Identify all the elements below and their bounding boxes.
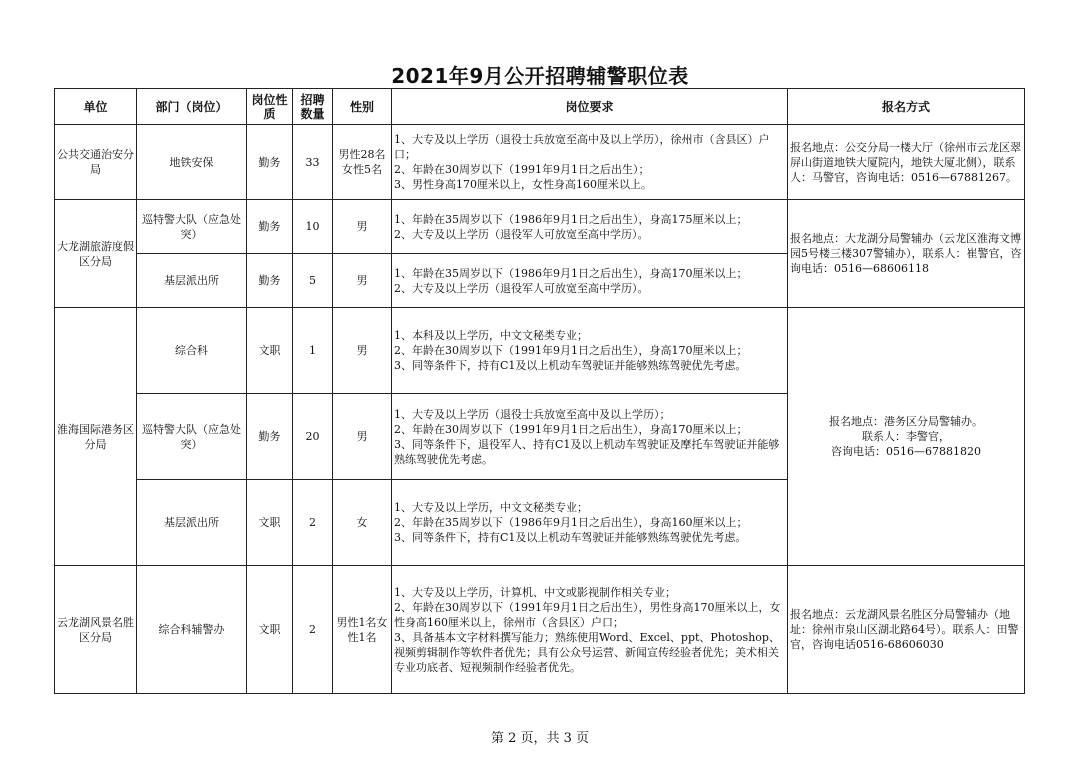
header-nature: 岗位性质 <box>247 89 293 125</box>
registration-line: 联系人：李警官， <box>862 430 950 443</box>
header-unit: 单位 <box>55 89 137 125</box>
requirements-cell <box>392 480 788 566</box>
registration-line: 报名地点：港务区分局警辅办。 <box>829 415 983 428</box>
unit-cell: 公共交通治安分局 <box>55 125 137 200</box>
count-cell: 5 <box>293 254 333 308</box>
requirement-line: 2、年龄在30周岁以下（1991年9月1日之后出生），身高170厘米以上； <box>394 344 748 357</box>
header-gender: 性别 <box>333 89 392 125</box>
registration-cell: 报名地点：公交分局一楼大厅（徐州市云龙区翠屏山街道地铁大厦院内，地铁大厦北侧），联系人：马警官，咨询电话：0516—67881267。 <box>788 125 1025 200</box>
unit-cell: 云龙湖风景名胜区分局 <box>55 566 137 694</box>
gender-cell: 男性28名女性5名 <box>333 125 392 200</box>
requirements-cell <box>392 254 788 308</box>
requirements-cell <box>392 566 788 694</box>
gender-cell: 女 <box>333 480 392 566</box>
count-cell: 33 <box>293 125 333 200</box>
requirement-line: 3、男性身高170厘米以上，女性身高160厘米以上。 <box>394 178 652 191</box>
requirement-line: 1、大专及以上学历（退役士兵放宽至高中及以上学历），徐州市（含县区）户口； <box>394 133 770 161</box>
dept-cell: 基层派出所 <box>137 480 247 566</box>
gender-cell: 男 <box>333 394 392 480</box>
page-title: 2021年9月公开招聘辅警职位表 <box>391 64 689 88</box>
table-row <box>55 566 1025 694</box>
dept-cell: 基层派出所 <box>137 254 247 308</box>
count-cell: 1 <box>293 308 333 394</box>
requirement-line: 2、大专及以上学历（退役军人可放宽至高中学历）。 <box>394 227 649 241</box>
requirement-line: 1、年龄在35周岁以下（1986年9月1日之后出生），身高175厘米以上； <box>394 212 748 226</box>
registration-cell: 报名地点：大龙湖分局警辅办（云龙区淮海文博园5号楼三楼307警辅办），联系人：崔警官，咨询电话：0516—68606118 <box>788 200 1025 308</box>
requirement-line: 3、同等条件下，退役军人、持有C1及以上机动车驾驶证及摩托车驾驶证并能够熟练驾驶优先考虑。 <box>394 437 780 466</box>
header-registration: 报名方式 <box>788 89 1025 125</box>
job-table <box>54 88 1025 694</box>
table-row <box>55 308 1025 394</box>
requirement-line: 1、年龄在35周岁以下（1986年9月1日之后出生），身高170厘米以上； <box>394 266 748 280</box>
nature-cell: 勤务 <box>247 394 293 480</box>
nature-cell: 文职 <box>247 480 293 566</box>
requirement-line: 1、本科及以上学历，中文文秘类专业； <box>394 329 588 342</box>
requirement-line: 1、大专及以上学历，中文文秘类专业； <box>394 501 588 514</box>
gender-cell: 男 <box>333 200 392 254</box>
count-cell: 2 <box>293 566 333 694</box>
header-requirements: 岗位要求 <box>392 89 788 125</box>
requirement-line: 2、年龄在30周岁以下（1991年9月1日之后出生）； <box>394 163 650 176</box>
nature-cell: 文职 <box>247 566 293 694</box>
requirement-line: 3、具备基本文字材料撰写能力；熟练使用Word、Excel、ppt、Photoshop、视频剪辑制作等软件者优先；具有公众号运营、新闻宣传经验者优先；美术相关专业功底者、短视频制作经验者优先。 <box>394 630 780 674</box>
dept-cell: 地铁安保 <box>137 125 247 200</box>
requirement-line: 2、年龄在35周岁以下（1986年9月1日之后出生），身高160厘米以上； <box>394 516 748 529</box>
requirement-line: 3、同等条件下，持有C1及以上机动车驾驶证并能够熟练驾驶优先考虑。 <box>394 531 747 544</box>
requirements-cell <box>392 200 788 254</box>
count-cell: 20 <box>293 394 333 480</box>
gender-cell: 男性1名女性1名 <box>333 566 392 694</box>
nature-cell: 勤务 <box>247 200 293 254</box>
table-row <box>55 125 1025 200</box>
requirement-line: 2、年龄在30周岁以下（1991年9月1日之后出生），男性身高170厘米以上，女性身高160厘米以上，徐州市（含县区）户口； <box>394 600 781 629</box>
nature-cell: 勤务 <box>247 254 293 308</box>
gender-cell: 男 <box>333 308 392 394</box>
registration-line: 咨询电话：0516—67881820 <box>831 445 981 458</box>
requirement-line: 2、大专及以上学历（退役军人可放宽至高中学历）。 <box>394 281 649 295</box>
requirements-cell <box>392 308 788 394</box>
requirements-cell <box>392 394 788 480</box>
nature-cell: 勤务 <box>247 125 293 200</box>
requirement-line: 3、同等条件下，持有C1及以上机动车驾驶证并能够熟练驾驶优先考虑。 <box>394 359 747 372</box>
gender-cell: 男 <box>333 254 392 308</box>
requirement-line: 2、年龄在30周岁以下（1991年9月1日之后出生），身高170厘米以上； <box>394 422 748 436</box>
registration-cell <box>788 308 1025 566</box>
unit-cell: 淮海国际港务区分局 <box>55 308 137 566</box>
dept-cell: 综合科 <box>137 308 247 394</box>
page-footer: 第 2 页，共 3 页 <box>490 731 590 746</box>
requirements-cell <box>392 125 788 200</box>
requirement-line: 1、大专及以上学历（退役士兵放宽至高中及以上学历）； <box>394 407 671 421</box>
table-row <box>55 200 1025 254</box>
count-cell: 2 <box>293 480 333 566</box>
dept-cell: 巡特警大队（应急处突） <box>137 394 247 480</box>
header-dept: 部门（岗位） <box>137 89 247 125</box>
nature-cell: 文职 <box>247 308 293 394</box>
registration-cell: 报名地点：云龙湖风景名胜区分局警辅办（地址：徐州市泉山区湖北路64号）。联系人：田警官，咨询电话0516-68606030 <box>788 566 1025 694</box>
dept-cell: 巡特警大队（应急处突） <box>137 200 247 254</box>
header-count: 招聘数量 <box>293 89 333 125</box>
table-header-row <box>55 89 1025 125</box>
requirement-line: 1、大专及以上学历，计算机、中文或影视制作相关专业； <box>394 585 676 599</box>
dept-cell: 综合科辅警办 <box>137 566 247 694</box>
count-cell: 10 <box>293 200 333 254</box>
unit-cell: 大龙湖旅游度假区分局 <box>55 200 137 308</box>
